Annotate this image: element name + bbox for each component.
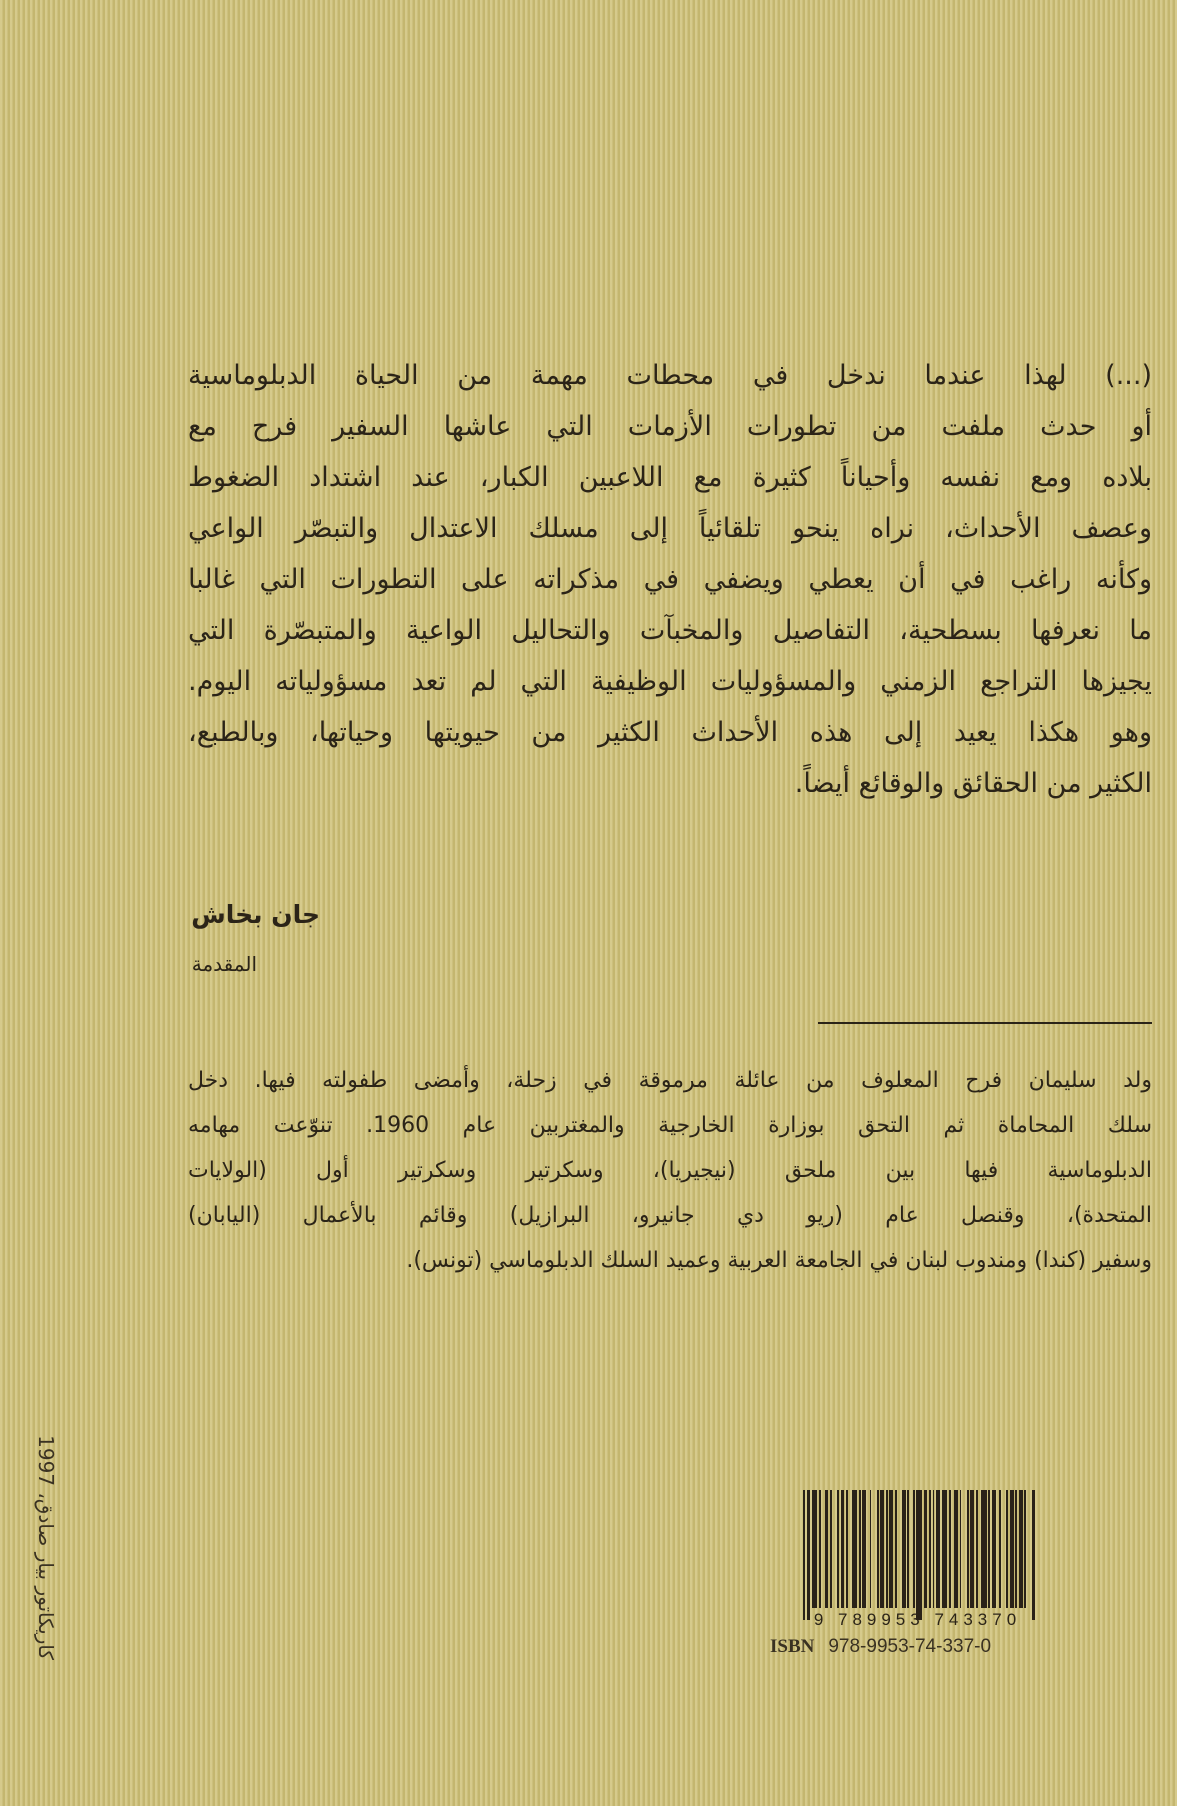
barcode-bar — [837, 1490, 839, 1608]
quote-line: أو حدث ملفت من تطورات الأزمات التي عاشها السفير فرح مع — [188, 411, 1152, 442]
barcode-bar — [819, 1490, 821, 1608]
quote-line: بلاده ومع نفسه وأحياناً كثيرة مع اللاعبين الكبار، عند اشتداد الضغوط — [188, 462, 1152, 493]
barcode-bar — [1010, 1490, 1014, 1608]
barcode-bar — [830, 1490, 832, 1608]
barcode-bar — [886, 1490, 888, 1608]
barcode-bar — [825, 1490, 829, 1608]
barcode-bar — [1019, 1490, 1023, 1608]
barcode — [795, 1490, 1040, 1635]
isbn-number: 978-9953-74-337-0 — [828, 1636, 992, 1657]
barcode-bar — [807, 1490, 811, 1620]
barcode-bar — [812, 1490, 817, 1608]
barcode-bar — [942, 1490, 947, 1608]
barcode-bar — [902, 1490, 906, 1608]
caricature-credit: كاريكاتور بيار صادق، 1997 — [34, 1435, 58, 1660]
barcode-bar — [1024, 1490, 1026, 1608]
barcode-bar — [936, 1490, 940, 1608]
barcode-bar — [981, 1490, 986, 1608]
barcode-bar — [859, 1490, 861, 1608]
barcode-bar — [907, 1490, 909, 1608]
bio-line: ولد سليمان فرح المعلوف من عائلة مرموقة في زحلة، وأمضى طفولته فيها. دخل — [188, 1068, 1152, 1093]
barcode-bar — [841, 1490, 845, 1608]
barcode-bar — [1032, 1490, 1036, 1620]
barcode-bar — [967, 1490, 969, 1608]
barcode-bar — [913, 1490, 915, 1608]
barcode-bar — [877, 1490, 879, 1608]
quote-line: ما نعرفها بسطحية، التفاصيل والمخبآت والتحاليل الواعية والمتبصّرة التي — [188, 615, 1152, 646]
barcode-bar — [999, 1490, 1001, 1608]
barcode-bar — [1015, 1490, 1017, 1608]
quote-author: جان بخاش — [191, 900, 320, 929]
barcode-bar — [924, 1490, 928, 1608]
barcode-bar — [862, 1490, 866, 1608]
barcode-bar — [949, 1490, 951, 1608]
barcode-bar — [988, 1490, 990, 1608]
barcode-bars — [795, 1490, 1040, 1620]
barcode-bar — [976, 1490, 978, 1608]
author-bio — [188, 1058, 1152, 1283]
barcode-bar — [846, 1490, 848, 1608]
quote-line: وكأنه راغب في أن يعطي ويضفي في مذكراته على التطورات التي غالبا — [188, 564, 1152, 595]
bio-line: وسفير (كندا) ومندوب لبنان في الجامعة العربية وعميد السلك الدبلوماسي (تونس). — [406, 1248, 1152, 1273]
quote-line: وهو هكذا يعيد إلى هذه الأحداث الكثير من حيويتها وحياتها، وبالطبع، — [188, 717, 1152, 748]
barcode-bar — [933, 1490, 935, 1608]
barcode-bar — [870, 1490, 872, 1608]
barcode-bar — [916, 1490, 921, 1620]
quote-line: الكثير من الحقائق والوقائع أيضاً. — [794, 768, 1152, 799]
quote-line: (...) لهذا عندما ندخل في محطات مهمة من الحياة الدبلوماسية — [188, 360, 1152, 391]
barcode-bar — [852, 1490, 857, 1608]
divider — [818, 1022, 1152, 1024]
isbn — [770, 1636, 1050, 1658]
barcode-bar — [954, 1490, 958, 1608]
quote-block — [188, 350, 1152, 809]
barcode-bar — [1006, 1490, 1008, 1608]
barcode-bar — [889, 1490, 893, 1608]
isbn-label: ISBN — [770, 1636, 815, 1657]
barcode-bar — [880, 1490, 884, 1608]
quote-source: المقدمة — [191, 952, 257, 976]
quote-line: وعصف الأحداث، نراه ينحو تلقائياً إلى مسلك الاعتدال والتبصّر الواعي — [188, 513, 1152, 544]
quote-line: يجيزها التراجع الزمني والمسؤوليات الوظيفية التي لم تعد مسؤولياته اليوم. — [188, 666, 1152, 697]
barcode-bar — [895, 1490, 897, 1608]
bio-line: الدبلوماسية فيها بين ملحق (نيجيريا)، وسكرتير وسكرتير أول (الولايات — [188, 1158, 1152, 1183]
barcode-bar — [992, 1490, 996, 1608]
barcode-bar — [970, 1490, 974, 1608]
bio-line: المتحدة)، وقنصل عام (ريو دي جانيرو، البرازيل) وقائم بالأعمال (اليابان) — [188, 1203, 1152, 1228]
barcode-bar — [960, 1490, 962, 1608]
barcode-bar — [929, 1490, 931, 1608]
barcode-bar — [803, 1490, 805, 1620]
barcode-digits: 9 789953 743370 — [813, 1610, 1022, 1629]
bio-line: سلك المحاماة ثم التحق بوزارة الخارجية والمغتربين عام 1960. تنوّعت مهامه — [188, 1113, 1153, 1138]
